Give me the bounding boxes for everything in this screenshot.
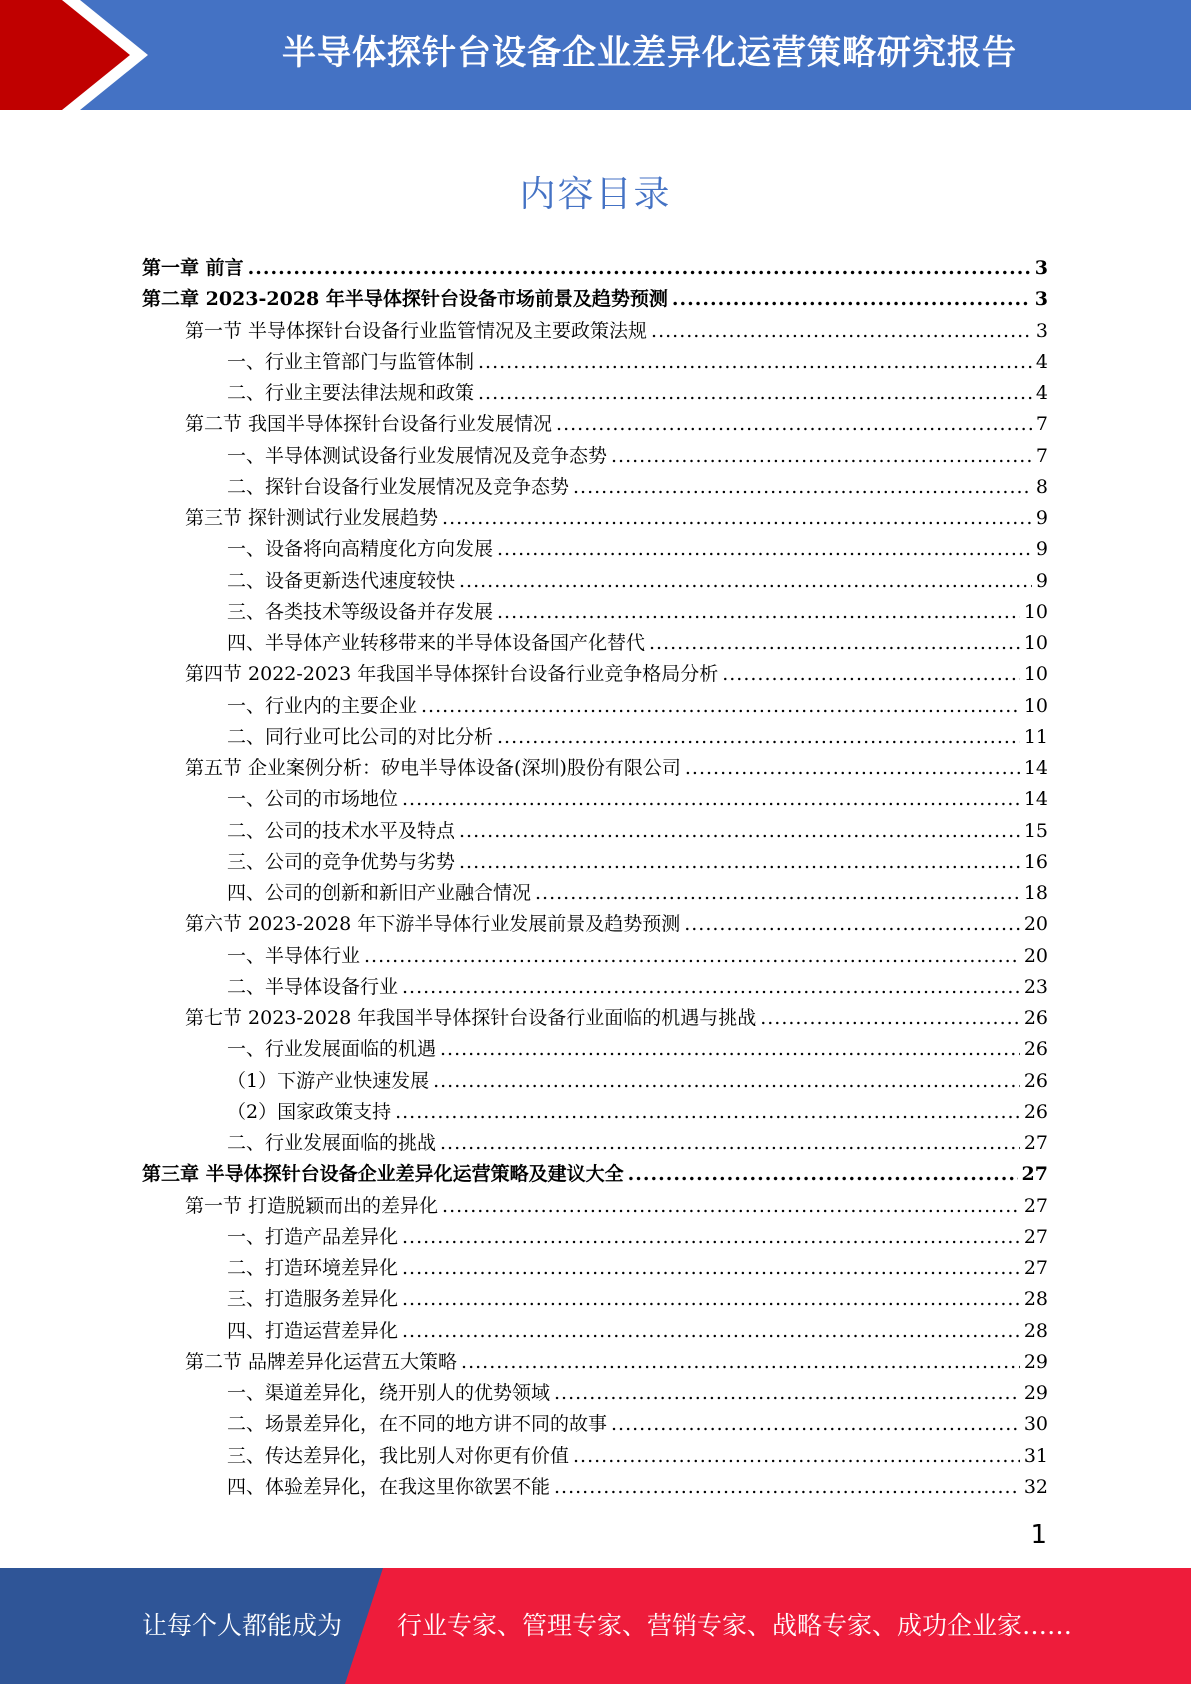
toc-entry-label: 第一章 前言 bbox=[142, 257, 244, 279]
page-number: 1 bbox=[1030, 1520, 1047, 1550]
toc-entry-label: 二、同行业可比公司的对比分析 bbox=[227, 725, 494, 748]
toc-dot-leader bbox=[554, 1476, 1020, 1498]
toc-entry-page: 23 bbox=[1023, 975, 1048, 998]
page-header bbox=[0, 0, 1191, 110]
toc-dot-leader bbox=[651, 320, 1032, 342]
toc-dot-leader bbox=[684, 913, 1020, 935]
toc-entry[interactable] bbox=[142, 284, 1048, 315]
toc-entry[interactable] bbox=[142, 628, 1048, 659]
toc-entry-page: 29 bbox=[1023, 1382, 1048, 1404]
toc-entry[interactable] bbox=[142, 784, 1048, 815]
page-footer bbox=[0, 1568, 1191, 1684]
toc-entry-page: 28 bbox=[1023, 1319, 1048, 1342]
toc-dot-leader bbox=[440, 1038, 1020, 1060]
toc-entry-label: 第二章 2023-2028 年半导体探针台设备市场前景及趋势预测 bbox=[142, 288, 668, 311]
toc-entry[interactable] bbox=[142, 691, 1048, 722]
toc-dot-leader bbox=[421, 695, 1020, 717]
table-of-contents bbox=[142, 253, 1048, 1503]
toc-entry-page: 3 bbox=[1034, 257, 1048, 279]
toc-entry-label: 四、半导体产业转移带来的半导体设备国产化替代 bbox=[227, 632, 646, 654]
toc-entry-page: 27 bbox=[1023, 1257, 1048, 1279]
toc-entry-page: 9 bbox=[1035, 569, 1048, 592]
toc-entry[interactable] bbox=[142, 1191, 1048, 1222]
toc-dot-leader bbox=[497, 726, 1020, 748]
toc-entry-page: 18 bbox=[1023, 882, 1048, 904]
report-title: 半导体探针台设备企业差异化运营策略研究报告 bbox=[282, 33, 1017, 73]
toc-entry-label: 三、传达差异化，我比别人对你更有价值 bbox=[227, 1444, 570, 1467]
toc-entry[interactable] bbox=[142, 1347, 1048, 1378]
toc-entry[interactable] bbox=[142, 753, 1048, 784]
toc-entry-page: 32 bbox=[1023, 1475, 1048, 1498]
toc-entry[interactable] bbox=[142, 1441, 1048, 1472]
toc-entry-page: 7 bbox=[1035, 444, 1048, 467]
toc-entry-page: 26 bbox=[1023, 1038, 1048, 1061]
toc-entry-page: 29 bbox=[1023, 1350, 1048, 1373]
toc-dot-leader bbox=[402, 1320, 1020, 1342]
toc-entry-label: （2）国家政策支持 bbox=[227, 1100, 392, 1123]
toc-entry[interactable] bbox=[142, 409, 1048, 440]
toc-dot-leader bbox=[760, 1007, 1020, 1029]
toc-dot-leader bbox=[442, 507, 1032, 529]
toc-entry[interactable] bbox=[142, 253, 1048, 284]
toc-entry-page: 10 bbox=[1023, 694, 1048, 717]
toc-heading: 内容目录 bbox=[519, 174, 672, 215]
toc-entry-page: 8 bbox=[1035, 475, 1048, 498]
toc-entry[interactable] bbox=[142, 1472, 1048, 1503]
toc-dot-leader bbox=[459, 570, 1032, 592]
toc-entry-label: 一、半导体行业 bbox=[227, 944, 361, 967]
toc-dot-leader bbox=[497, 538, 1032, 560]
toc-entry-page: 4 bbox=[1035, 382, 1048, 404]
toc-dot-leader bbox=[628, 1163, 1018, 1185]
toc-entry[interactable] bbox=[142, 378, 1048, 409]
toc-entry-page: 10 bbox=[1023, 663, 1048, 686]
toc-entry-page: 3 bbox=[1035, 319, 1048, 342]
toc-entry[interactable] bbox=[142, 878, 1048, 909]
toc-entry-page: 27 bbox=[1021, 1163, 1048, 1186]
toc-entry-page: 28 bbox=[1023, 1288, 1048, 1311]
toc-entry[interactable] bbox=[142, 1066, 1048, 1097]
toc-entry-label: 一、行业内的主要企业 bbox=[227, 694, 418, 717]
toc-dot-leader bbox=[402, 976, 1020, 998]
toc-entry[interactable] bbox=[142, 1316, 1048, 1347]
toc-dot-leader bbox=[573, 476, 1032, 498]
toc-entry-page: 30 bbox=[1023, 1413, 1048, 1436]
toc-entry-label: （1）下游产业快速发展 bbox=[227, 1069, 430, 1092]
toc-entry[interactable] bbox=[142, 941, 1048, 972]
toc-entry-label: 二、打造环境差异化 bbox=[227, 1257, 399, 1279]
toc-dot-leader bbox=[364, 945, 1020, 967]
toc-entry[interactable] bbox=[142, 316, 1048, 347]
toc-entry-label: 三、各类技术等级设备并存发展 bbox=[227, 600, 494, 623]
toc-entry-label: 一、行业发展面临的机遇 bbox=[227, 1038, 437, 1061]
toc-dot-leader bbox=[440, 1132, 1020, 1154]
toc-entry-label: 第二节 我国半导体探针台设备行业发展情况 bbox=[185, 413, 553, 436]
toc-dot-leader bbox=[672, 288, 1031, 310]
toc-dot-leader bbox=[459, 820, 1020, 842]
toc-entry-page: 20 bbox=[1023, 944, 1048, 967]
toc-entry-label: 二、设备更新迭代速度较快 bbox=[227, 569, 456, 592]
toc-dot-leader bbox=[535, 882, 1020, 904]
toc-entry[interactable] bbox=[142, 1409, 1048, 1440]
toc-entry[interactable] bbox=[142, 472, 1048, 503]
toc-entry-label: 第一节 打造脱颖而出的差异化 bbox=[185, 1194, 439, 1217]
toc-entry-page: 31 bbox=[1023, 1444, 1048, 1467]
toc-entry-page: 20 bbox=[1023, 913, 1048, 936]
toc-entry-label: 第四节 2022-2023 年我国半导体探针台设备行业竞争格局分析 bbox=[185, 663, 719, 686]
toc-entry[interactable] bbox=[142, 503, 1048, 534]
toc-entry-label: 三、公司的竞争优势与劣势 bbox=[227, 850, 456, 873]
footer-slogan-left: 让每个人都能成为 bbox=[142, 1611, 343, 1640]
toc-entry[interactable] bbox=[142, 347, 1048, 378]
toc-entry-page: 7 bbox=[1035, 413, 1048, 436]
toc-entry[interactable] bbox=[142, 1284, 1048, 1315]
toc-entry-page: 27 bbox=[1023, 1225, 1048, 1248]
toc-dot-leader bbox=[611, 1413, 1020, 1435]
toc-entry[interactable] bbox=[142, 816, 1048, 847]
toc-entry-page: 4 bbox=[1035, 350, 1048, 373]
toc-entry-label: 第六节 2023-2028 年下游半导体行业发展前景及趋势预测 bbox=[185, 913, 681, 936]
toc-entry[interactable] bbox=[142, 1222, 1048, 1253]
toc-entry-label: 四、体验差异化，在我这里你欲罢不能 bbox=[227, 1475, 551, 1498]
toc-dot-leader bbox=[556, 413, 1032, 435]
toc-entry[interactable] bbox=[142, 972, 1048, 1003]
toc-entry-label: 一、渠道差异化，绕开别人的优势领域 bbox=[227, 1382, 551, 1404]
toc-entry-label: 第二节 品牌差异化运营五大策略 bbox=[185, 1350, 458, 1373]
toc-dot-leader bbox=[402, 1257, 1020, 1279]
toc-entry[interactable] bbox=[142, 722, 1048, 753]
toc-entry[interactable] bbox=[142, 534, 1048, 565]
toc-entry[interactable] bbox=[142, 566, 1048, 597]
toc-entry[interactable] bbox=[142, 1253, 1048, 1284]
toc-dot-leader bbox=[402, 1226, 1020, 1248]
toc-entry-label: 一、半导体测试设备行业发展情况及竞争态势 bbox=[227, 444, 608, 467]
toc-dot-leader bbox=[722, 663, 1020, 685]
toc-entry-label: 一、打造产品差异化 bbox=[227, 1225, 399, 1248]
toc-entry-label: 二、行业主要法律法规和政策 bbox=[227, 382, 475, 404]
toc-dot-leader bbox=[395, 1101, 1020, 1123]
toc-entry-label: 第五节 企业案例分析：矽电半导体设备(深圳)股份有限公司 bbox=[185, 757, 681, 779]
toc-entry-page: 15 bbox=[1023, 819, 1048, 842]
toc-entry-page: 26 bbox=[1023, 1100, 1048, 1123]
toc-dot-leader bbox=[685, 757, 1020, 779]
toc-entry-label: 第七节 2023-2028 年我国半导体探针台设备行业面临的机遇与挑战 bbox=[185, 1007, 757, 1029]
toc-dot-leader bbox=[461, 1351, 1020, 1373]
toc-entry-page: 26 bbox=[1023, 1069, 1048, 1092]
toc-entry-label: 二、场景差异化，在不同的地方讲不同的故事 bbox=[227, 1413, 608, 1436]
toc-entry[interactable] bbox=[142, 441, 1048, 472]
toc-entry[interactable] bbox=[142, 1128, 1048, 1159]
toc-entry-label: 第三节 探针测试行业发展趋势 bbox=[185, 507, 439, 529]
toc-entry-page: 3 bbox=[1034, 288, 1048, 311]
toc-entry-page: 14 bbox=[1023, 788, 1048, 811]
toc-entry-label: 一、公司的市场地位 bbox=[227, 788, 399, 811]
toc-entry[interactable] bbox=[142, 1003, 1048, 1034]
toc-dot-leader bbox=[442, 1195, 1020, 1217]
toc-entry-label: 二、探针台设备行业发展情况及竞争态势 bbox=[227, 475, 570, 498]
toc-dot-leader bbox=[478, 382, 1032, 404]
toc-entry[interactable] bbox=[142, 909, 1048, 940]
toc-entry-label: 四、打造运营差异化 bbox=[227, 1319, 399, 1342]
toc-entry[interactable] bbox=[142, 659, 1048, 690]
toc-entry-page: 27 bbox=[1023, 1194, 1048, 1217]
toc-entry-page: 26 bbox=[1023, 1007, 1048, 1029]
toc-entry-label: 二、行业发展面临的挑战 bbox=[227, 1132, 437, 1154]
toc-entry-label: 四、公司的创新和新旧产业融合情况 bbox=[227, 882, 532, 904]
toc-dot-leader bbox=[402, 788, 1020, 810]
toc-entry[interactable] bbox=[142, 597, 1048, 628]
toc-entry-page: 9 bbox=[1035, 538, 1048, 561]
toc-entry-label: 二、公司的技术水平及特点 bbox=[227, 819, 456, 842]
toc-entry[interactable] bbox=[142, 1097, 1048, 1128]
footer-slogan-right: 行业专家、管理专家、营销专家、战略专家、成功企业家…… bbox=[397, 1611, 1073, 1640]
toc-dot-leader bbox=[478, 351, 1032, 373]
toc-dot-leader bbox=[497, 601, 1020, 623]
toc-entry-page: 10 bbox=[1023, 632, 1048, 654]
toc-entry-page: 14 bbox=[1023, 757, 1048, 779]
toc-dot-leader bbox=[248, 257, 1031, 279]
toc-entry-label: 二、半导体设备行业 bbox=[227, 975, 399, 998]
toc-entry[interactable] bbox=[142, 1034, 1048, 1065]
toc-dot-leader bbox=[402, 1288, 1020, 1310]
toc-entry[interactable] bbox=[142, 1159, 1048, 1190]
toc-entry-page: 9 bbox=[1035, 507, 1048, 529]
toc-entry-label: 一、设备将向高精度化方向发展 bbox=[227, 538, 494, 561]
toc-entry-page: 27 bbox=[1023, 1132, 1048, 1154]
toc-dot-leader bbox=[649, 632, 1020, 654]
toc-entry-page: 16 bbox=[1023, 850, 1048, 873]
toc-entry-label: 三、打造服务差异化 bbox=[227, 1288, 399, 1311]
toc-entry[interactable] bbox=[142, 1378, 1048, 1409]
toc-entry-page: 10 bbox=[1023, 600, 1048, 623]
toc-dot-leader bbox=[554, 1382, 1020, 1404]
toc-dot-leader bbox=[573, 1445, 1020, 1467]
toc-entry-label: 一、行业主管部门与监管体制 bbox=[227, 350, 475, 373]
toc-entry[interactable] bbox=[142, 847, 1048, 878]
toc-dot-leader bbox=[611, 445, 1032, 467]
toc-entry-label: 第一节 半导体探针台设备行业监管情况及主要政策法规 bbox=[185, 319, 648, 342]
toc-dot-leader bbox=[459, 851, 1020, 873]
toc-dot-leader bbox=[433, 1070, 1020, 1092]
toc-entry-label: 第三章 半导体探针台设备企业差异化运营策略及建议大全 bbox=[142, 1163, 624, 1186]
toc-entry-page: 11 bbox=[1023, 725, 1048, 748]
